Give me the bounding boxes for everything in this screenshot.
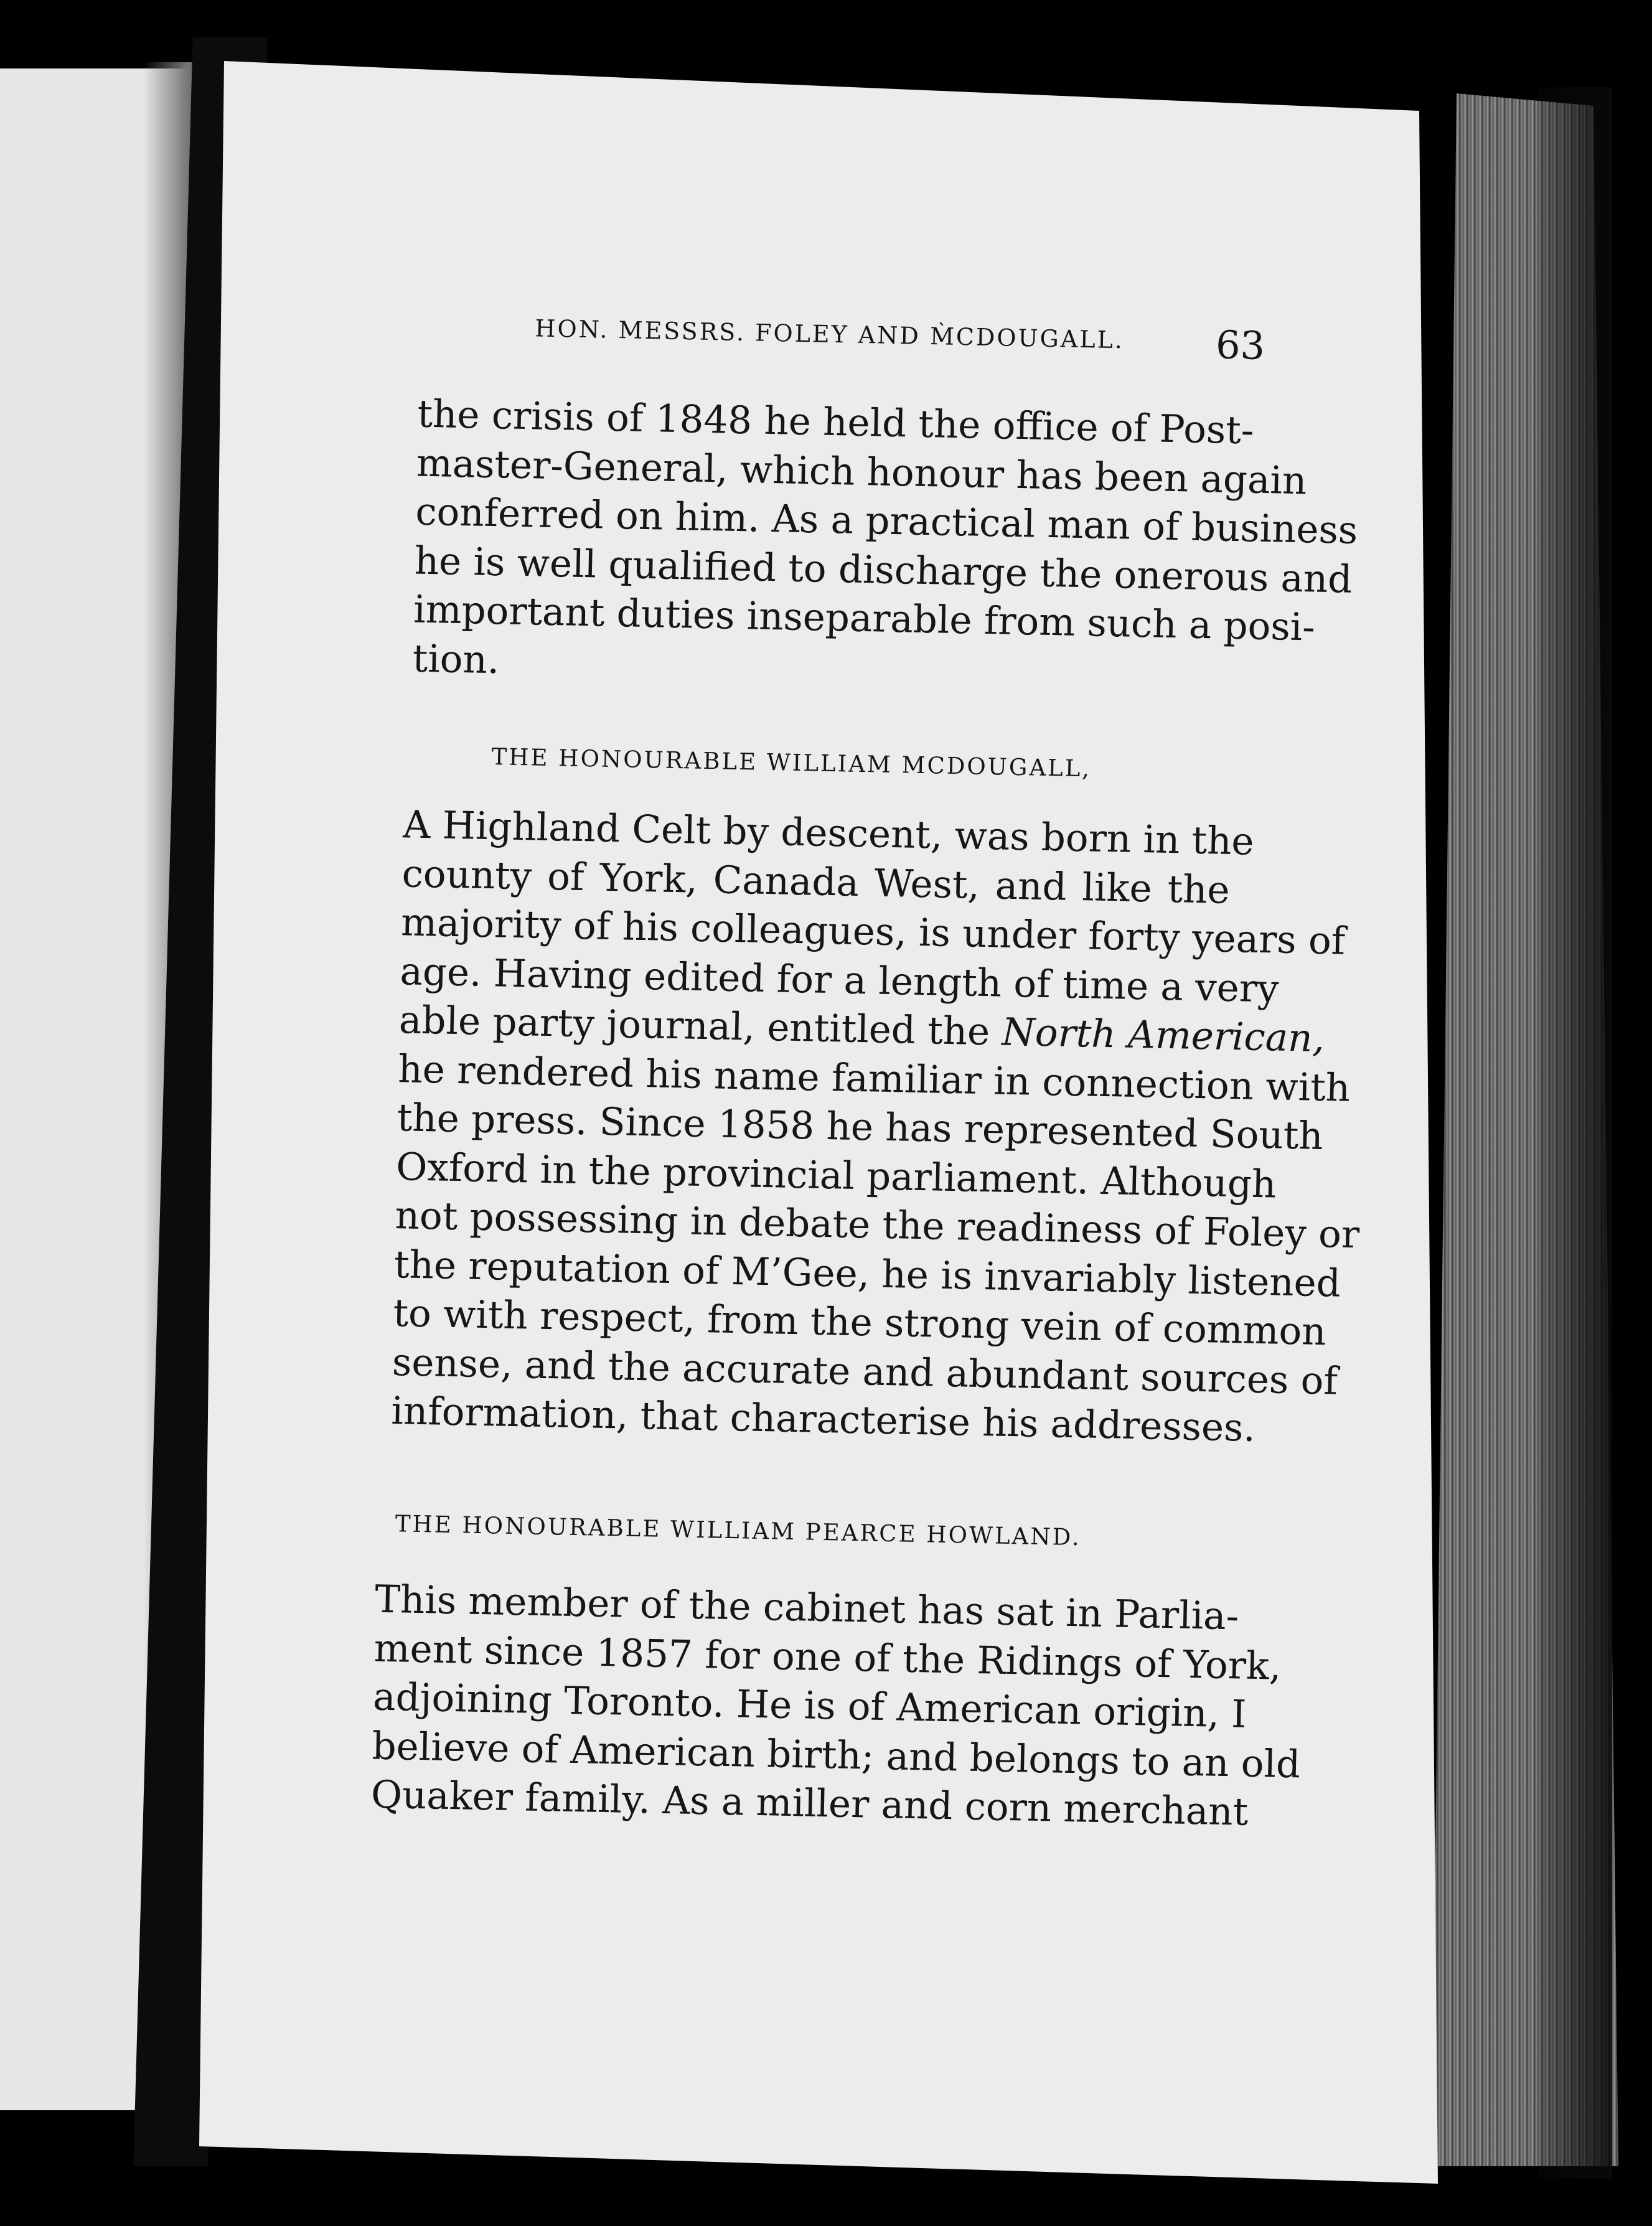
paragraph-mcdougall <box>390 801 1360 1452</box>
text-line: not possessing in debate the readiness of Foley or <box>395 1193 1360 1257</box>
text-line: county of York, Canada West, and like the <box>401 851 1231 913</box>
text-line: the reputation of M’Gee, he is invariably listened <box>393 1242 1341 1306</box>
text-line: majority of his colleagues, is under forty years of <box>400 900 1346 964</box>
text-line: Oxford in the provincial parliament. Although <box>395 1144 1277 1206</box>
page-number: 63 <box>1215 322 1265 369</box>
journal-title: North American, <box>1001 1010 1325 1061</box>
text-line: to with respect, from the strong vein of common <box>392 1291 1327 1355</box>
section-heading-howland: THE HONOURABLE WILLIAM PEARCE HOWLAND. <box>395 1510 1082 1551</box>
text-line: This member of the cabinet has sat in Parlia- <box>374 1577 1239 1639</box>
text-line: adjoining Toronto. He is of American origin, I <box>372 1674 1247 1737</box>
text-line: he is well qualified to discharge the onerous and <box>414 538 1353 602</box>
text-line: important duties inseparable from such a posi- <box>413 587 1316 650</box>
text-line: A Highland Celt by descent, was born in the <box>402 802 1255 864</box>
text-line: ment since 1857 for one of the Ridings of York, <box>373 1626 1282 1689</box>
text-line: Quaker family. As a miller and corn merchant <box>370 1772 1249 1834</box>
text-line: master-General, which honour has been again <box>416 441 1307 503</box>
text-line: age. Having edited for a length of time a very <box>399 949 1280 1012</box>
text-line-start: able party journal, entitled the <box>398 998 1003 1054</box>
text-line: sense, and the accurate and abundant sources of <box>392 1340 1338 1404</box>
text-line: he rendered his name familiar in connection with <box>397 1046 1351 1111</box>
text-line: believe of American birth; and belongs to an old <box>371 1724 1301 1787</box>
paragraph-postmaster <box>412 390 1358 700</box>
text-line: tion. <box>412 636 500 682</box>
running-head: HON. MESSRS. FOLEY AND M̀CDOUGALL. <box>534 314 1125 354</box>
text-line: the press. Since 1858 he has represented South <box>397 1096 1324 1158</box>
section-heading-mcdougall: THE HONOURABLE WILLIAM MCDOUGALL, <box>491 743 1092 782</box>
text-line: the crisis of 1848 he held the office of Post- <box>416 392 1255 453</box>
text-line: information, that characterise his addresses. <box>390 1389 1256 1450</box>
paragraph-howland <box>370 1576 1301 1836</box>
text-line: conferred on him. As a practical man of business <box>415 489 1358 553</box>
